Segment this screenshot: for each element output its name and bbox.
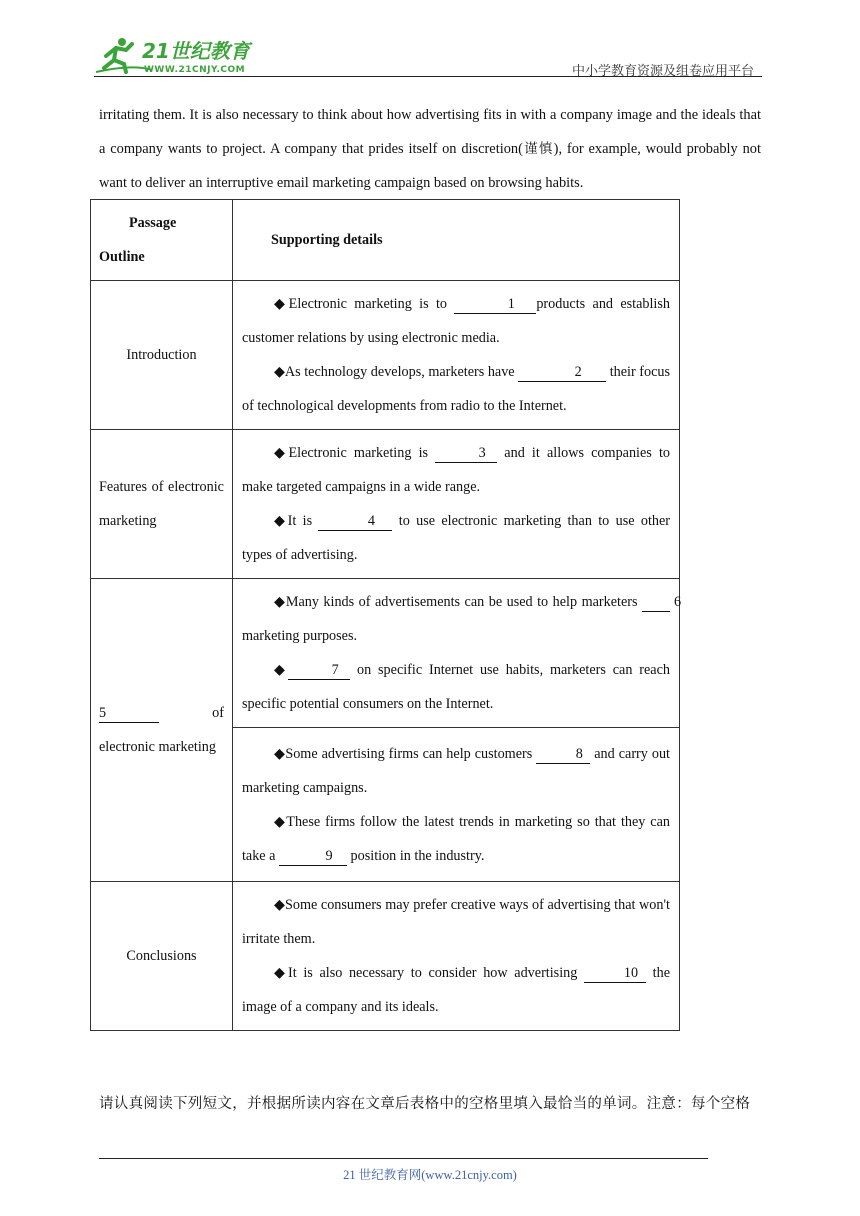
row-label-features: Features of electronic marketing <box>91 430 233 579</box>
table-row <box>91 882 680 1031</box>
intro-line-1: irritating them. It is also necessary to think about how advertising fits in with a company image and the <box>99 107 699 123</box>
intro-line-2b: ), for example, would <box>553 141 682 157</box>
detail-item: ◆As technology develops, marketers have 2 their focus of technological developments from radio to the Internet. <box>241 364 670 414</box>
row-label-conclusions: Conclusions <box>91 882 233 1031</box>
intro-line-3: probably not want to deliver an interruptive email marketing campaign based on browsing habits. <box>99 141 761 191</box>
detail-item: ◆Some advertising firms can help customers 8 and carry out marketing campaigns. <box>241 745 670 796</box>
detail-item: ◆Electronic marketing is to 1 products and establish customer relations by using electronic media. <box>241 296 670 346</box>
intro-paragraph <box>99 98 761 200</box>
blank-6[interactable]: 6 <box>642 593 670 612</box>
blank-7[interactable]: 7 <box>288 661 350 680</box>
blank-8[interactable]: 8 <box>536 745 590 764</box>
row-details <box>232 882 679 1031</box>
header-divider <box>94 76 762 77</box>
detail-item: ◆Electronic marketing is 3 and it allows companies to make targeted campaigns in a wide range. <box>241 445 670 495</box>
header-passage-outline: Passage Outline <box>91 200 233 281</box>
blank-3[interactable]: 3 <box>435 444 497 463</box>
row-details <box>232 281 679 430</box>
detail-item: ◆ 7 on specific Internet use habits, marketers can reach specific potential consumers on the Internet. <box>241 662 670 712</box>
page-header <box>92 34 762 78</box>
runner-logo-icon <box>92 34 262 78</box>
row-details <box>232 728 679 882</box>
footer-divider <box>99 1158 708 1159</box>
svg-text:WWW.21CNJY.COM: WWW.21CNJY.COM <box>144 65 246 75</box>
svg-text:21世纪教育: 21世纪教育 <box>142 39 250 63</box>
instruction-text: 请认真阅读下列短文，并根据所读内容在文章后表格中的空格里填入最恰当的单词。注意：每个空格 <box>99 1096 751 1112</box>
detail-item: ◆It is also necessary to consider how advertising 10 the image of a company and its ideals. <box>241 965 670 1015</box>
detail-item: ◆It is 4 to use electronic marketing than to use other types of advertising. <box>241 513 670 563</box>
footer-link[interactable]: 21 世纪教育网(www.21cnjy.com) <box>343 1168 517 1182</box>
outline-table <box>90 199 680 1031</box>
blank-10[interactable]: 10 <box>584 964 646 983</box>
detail-item: ◆Some consumers may prefer creative ways of advertising that won't irritate them. <box>241 897 670 947</box>
blank-5[interactable]: 5 <box>99 704 159 723</box>
intro-line-2a: ideals that a company wants to project. A company that prides itself on discretion( <box>99 107 761 157</box>
blank-1[interactable]: 1 <box>454 295 536 314</box>
row-label-introduction: Introduction <box>91 281 233 430</box>
blank-2[interactable]: 2 <box>518 363 606 382</box>
site-logo[interactable] <box>92 34 262 78</box>
header-supporting-details: Supporting details <box>232 200 679 281</box>
row-label-methods: 5 of electronic marketing <box>91 579 233 882</box>
detail-item: ◆These firms follow the latest trends in marketing so that they can take a 9 position in the industry. <box>241 813 670 864</box>
table-row <box>91 579 680 728</box>
detail-item: ◆Many kinds of advertisements can be used to help marketers 6 marketing purposes. <box>241 594 682 644</box>
row-details <box>232 430 679 579</box>
row-details <box>232 579 682 728</box>
intro-gloss: 谨慎 <box>522 141 554 157</box>
platform-label: 中小学教育资源及组卷应用平台 <box>571 64 754 79</box>
table-row <box>91 430 680 579</box>
table-header-row <box>91 200 680 281</box>
blank-4[interactable]: 4 <box>318 512 392 531</box>
blank-9[interactable]: 9 <box>279 847 347 866</box>
table-row <box>91 281 680 430</box>
